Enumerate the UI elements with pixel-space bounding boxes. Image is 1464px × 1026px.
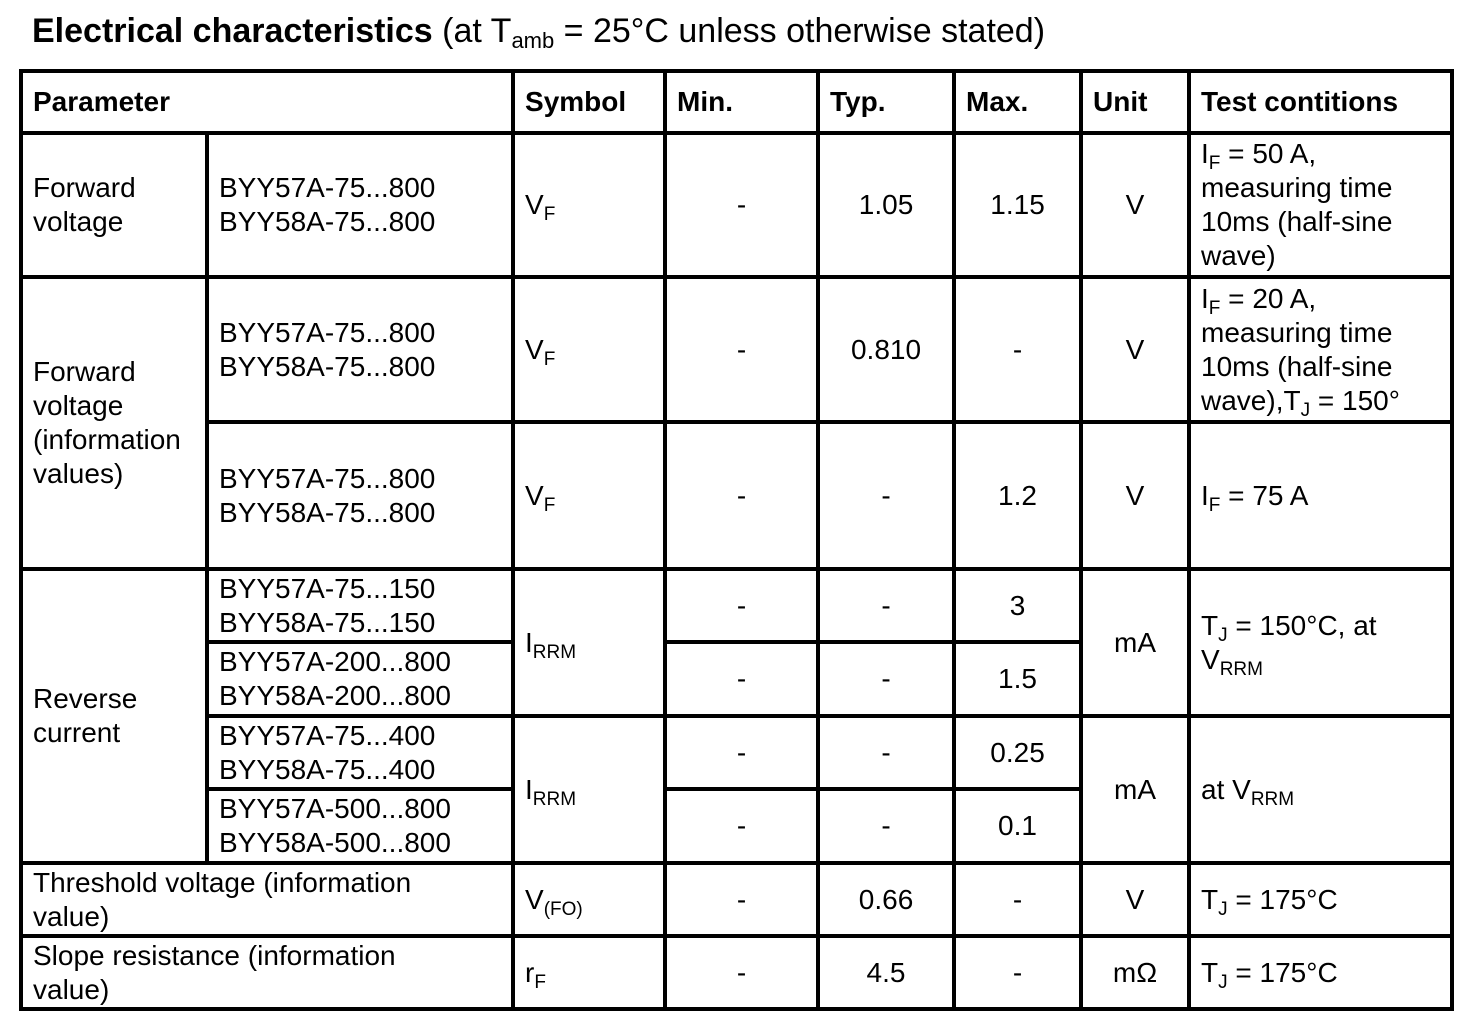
max-cell: - (954, 863, 1081, 936)
typ-cell: 4.5 (818, 936, 954, 1009)
symbol-cell: $V_F$ (513, 133, 665, 277)
types-cell: BYY57A-500...800 BYY58A-500...800 (207, 789, 513, 863)
max-cell: 0.1 (954, 789, 1081, 863)
typ-cell: - (818, 569, 954, 642)
min-cell: - (665, 936, 818, 1009)
min-cell: - (665, 133, 818, 277)
title-sub: amb (511, 28, 555, 53)
min-cell: - (665, 569, 818, 642)
symbol-cell: $V_F$ (513, 422, 665, 569)
min-cell: - (665, 642, 818, 716)
header-min: Min. (665, 71, 818, 133)
types-cell: BYY57A-75...400 BYY58A-75...400 (207, 716, 513, 789)
min-cell: - (665, 422, 818, 569)
page-title (32, 8, 1045, 54)
min-cell: - (665, 716, 818, 789)
header-symbol: Symbol (513, 71, 665, 133)
title-post: = 25°C unless otherwise stated) (554, 12, 1046, 50)
header-unit: Unit (1081, 71, 1189, 133)
types-cell: BYY57A-75...800 BYY58A-75...800 (207, 277, 513, 422)
test-conditions-cell: $I_F = 20$ A, measuring time 10ms (half-sine $wave),T_J = 150^\circ$ (1189, 277, 1452, 422)
max-cell: 3 (954, 569, 1081, 642)
test-conditions-cell: $I_F = 50$ A, measuring time 10ms (half-sine wave) (1189, 133, 1452, 277)
symbol-cell: $r_F$ (513, 936, 665, 1009)
unit-cell: mA (1081, 569, 1189, 716)
test-conditions-cell: at $V_{RRM}$ (1189, 716, 1452, 863)
table-row (21, 716, 1452, 789)
unit-cell: mΩ (1081, 936, 1189, 1009)
types-cell: BYY57A-200...800 BYY58A-200...800 (207, 642, 513, 716)
min-cell: - (665, 789, 818, 863)
table-row (21, 133, 1452, 277)
unit-cell: V (1081, 422, 1189, 569)
typ-cell: 1.05 (818, 133, 954, 277)
unit-cell: V (1081, 277, 1189, 422)
symbol-cell: $I_{RRM}$ (513, 716, 665, 863)
min-cell: - (665, 863, 818, 936)
max-cell: - (954, 936, 1081, 1009)
title-main: Electrical characteristics (32, 12, 433, 50)
typ-cell: 0.810 (818, 277, 954, 422)
test-conditions-cell: $T_J = 175^\circ C$ (1189, 936, 1452, 1009)
typ-cell: - (818, 716, 954, 789)
typ-cell: - (818, 422, 954, 569)
param-forward-voltage-info: Forward voltage (information values) (21, 277, 207, 569)
unit-cell: V (1081, 133, 1189, 277)
symbol-cell: $V_{(FO)}$ (513, 863, 665, 936)
param-threshold-voltage: Threshold voltage (information value) (21, 863, 513, 936)
types-cell: BYY57A-75...150 BYY58A-75...150 (207, 569, 513, 642)
electrical-characteristics-table (19, 69, 1454, 1011)
test-conditions-cell: $T_J = 150^\circ C$, at $V_{RRM}$ (1189, 569, 1452, 716)
test-conditions-cell: $I_F = 75$ A (1189, 422, 1452, 569)
min-cell: - (665, 277, 818, 422)
unit-cell: V (1081, 863, 1189, 936)
table-row (21, 936, 1452, 1009)
types-cell: BYY57A-75...800 BYY58A-75...800 (207, 133, 513, 277)
table-row (21, 863, 1452, 936)
max-cell: - (954, 277, 1081, 422)
header-typ: Typ. (818, 71, 954, 133)
table-row (21, 422, 1452, 569)
param-slope-resistance: Slope resistance (information value) (21, 936, 513, 1009)
table-row (21, 277, 1452, 422)
title-pre: (at T (432, 12, 512, 50)
max-cell: 1.2 (954, 422, 1081, 569)
typ-cell: - (818, 789, 954, 863)
max-cell: 1.15 (954, 133, 1081, 277)
table-row (21, 569, 1452, 642)
param-reverse-current: Reverse current (21, 569, 207, 863)
symbol-cell: $V_F$ (513, 277, 665, 422)
typ-cell: 0.66 (818, 863, 954, 936)
max-cell: 1.5 (954, 642, 1081, 716)
header-max: Max. (954, 71, 1081, 133)
param-forward-voltage: Forward voltage (21, 133, 207, 277)
types-cell: BYY57A-75...800 BYY58A-75...800 (207, 422, 513, 569)
max-cell: 0.25 (954, 716, 1081, 789)
test-conditions-cell: $T_J = 175^\circ C$ (1189, 863, 1452, 936)
header-test-conditions: Test contitions (1189, 71, 1452, 133)
symbol-cell: $I_{RRM}$ (513, 569, 665, 716)
unit-cell: mA (1081, 716, 1189, 863)
typ-cell: - (818, 642, 954, 716)
header-parameter: Parameter (21, 71, 513, 133)
header-row (21, 71, 1452, 133)
